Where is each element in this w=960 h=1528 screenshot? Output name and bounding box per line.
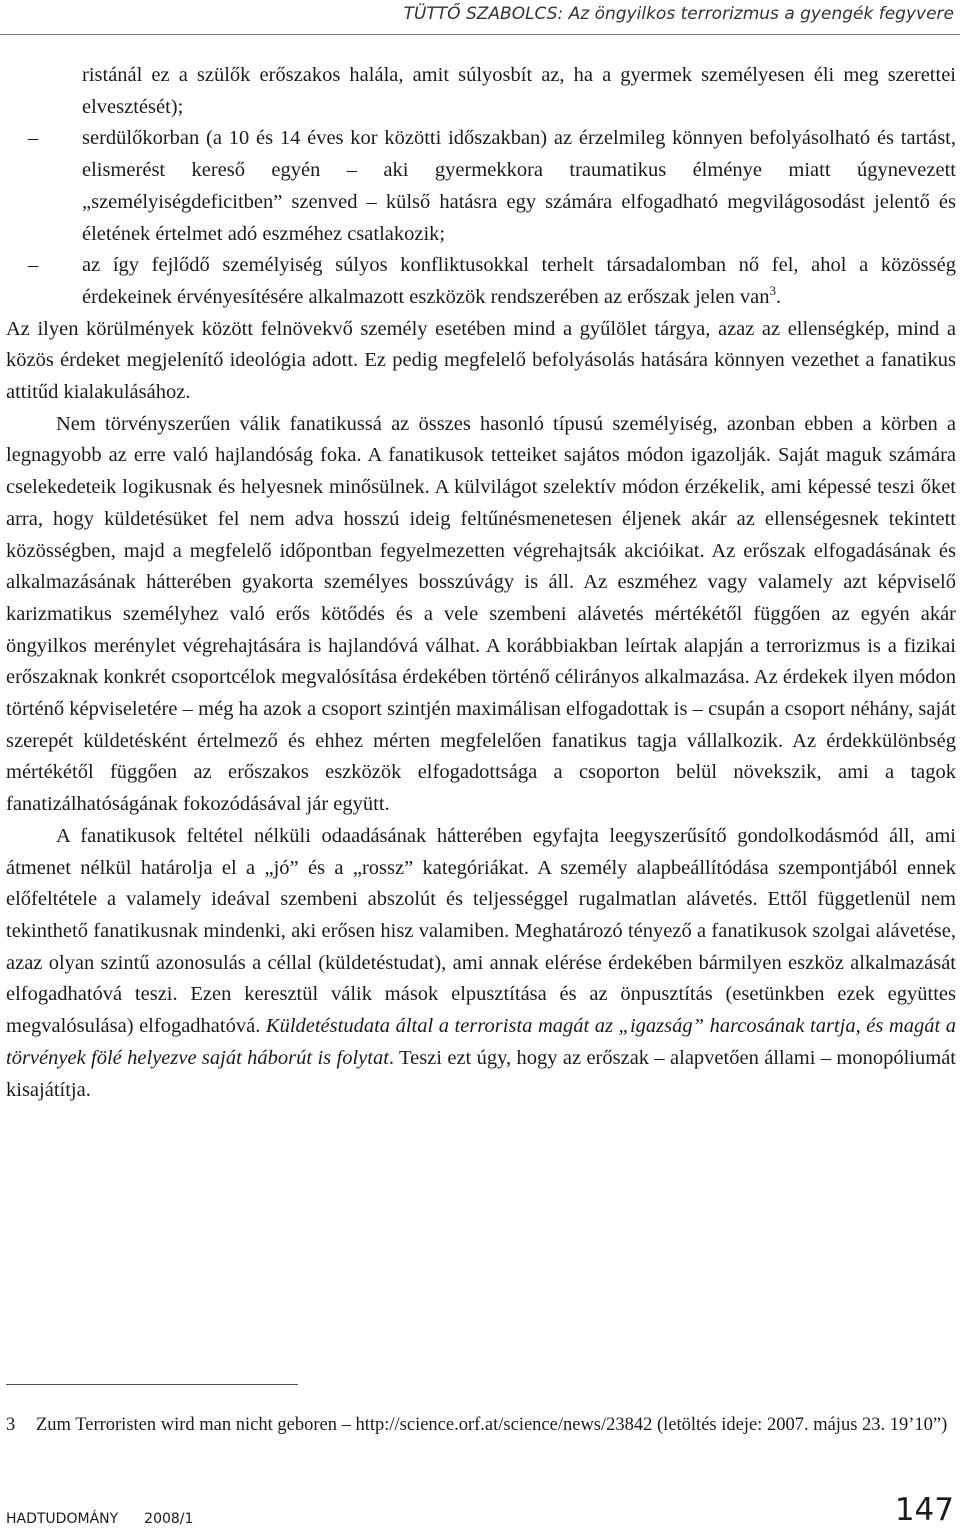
list-item-text: ristánál ez a szülők erőszakos halála, amit súlyosbít az, ha a gyermek személyesen éli meg szerettei elvesztését); xyxy=(82,64,956,118)
running-title: TÜTTŐ SZABOLCS: Az öngyilkos terrorizmus a gyengék fegyvere xyxy=(403,4,954,24)
footnote-rule xyxy=(6,1384,298,1385)
list-item xyxy=(6,60,956,123)
paragraph-text: A fanatikusok feltétel nélküli odaadásának hátterében egyfajta leegyszerűsítő gondolkodásmód áll, ami átmenet nélkül határolja el a „jó” és a „rossz” kategóriákat. A személy alapbeállítódása szempontjából ennek előfeltétele a valamely ideával szembeni abszolút és teljességgel rugalmatlan alávetés. Ettől függetlenül nem tekinthető fanatikusnak mindenki, aki erősen hisz valamiben. Meghatározó tényező a fanatikusok szolgai alávetése, azaz olyan szintű azonosulás a céllal (küldetéstudat), ami annak elérése érdekében bármilyen eszköz alkalmazását elfogadhatóvá teszi. Ezen keresztül válik mások elpusztítása és az önpusztítás (esetünkben ezek együttes megvalósulása) elfogadhatóvá. xyxy=(6,824,956,1038)
journal-footer xyxy=(6,1511,193,1527)
dash-marker: – xyxy=(28,254,39,277)
article-body xyxy=(6,60,956,1106)
paragraph xyxy=(6,821,956,1106)
paragraph: Az ilyen körülmények között felnövekvő személy esetében mind a gyűlölet tárgya, azaz az ellenségkép, mind a közös érdeket megjelenítő ideológia adott. Ez pedig megfelelő befolyásolás hatására könnyen vezethet a fanatikus attitűd kialakulásához. xyxy=(6,317,956,404)
list-item-trailing: . xyxy=(776,285,782,308)
page-number: 147 xyxy=(894,1492,954,1528)
journal-issue: 2008/1 xyxy=(144,1511,194,1527)
footnote-reference[interactable]: 3 xyxy=(769,283,777,299)
footnote-number: 3 xyxy=(6,1415,16,1435)
header-rule xyxy=(0,34,960,35)
list-item xyxy=(6,250,956,313)
footnote xyxy=(6,1412,956,1439)
paragraph: Nem törvényszerűen válik fanatikussá az összes hasonló típusú személyiség, azonban ebben a körben a legnagyobb az erre való hajlandóság foka. A fanatikusok tetteiket sajátos módon igazolják. Saját maguk számára cselekedeteik logikusnak és helyesnek minősülnek. A külvilágot szelektív módon érzékelik, ami képessé teszi őket arra, hogy küldetésüket fel nem adva hosszú ideig feltűnésmenetesen éljenek akár az ellenségesnek tekintett közösségben, majd a megfelelő időpontban fegyelmezetten végrehajtsák akcióikat. Az erőszak elfogadásának és alkalmazásának hátterében gyakorta személyes bosszúvágy is áll. Az eszméhez vagy valamely azt képviselő karizmatikus személyhez való erős kötődés és a vele szembeni alávetés mértékétől függően az egyén akár öngyilkos merénylet végrehajtására is hajlandóvá válhat. A korábbiakban leírtak alapján a terrorizmus is a fizikai erőszaknak konkrét csoportcélok megvalósítása érdekében történő célirányos alkalmazása. Az érdekek ilyen módon történő képviseletére – még ha azok a csoport szintjén maximálisan elfogadottak is – csupán a csoport néhány, saját szerepét küldetésként értelmező és ehhez mérten megfelelően fanatikus tagja vállalkozik. Az érdekkülönbség mértékétől függően az erőszakos eszközök elfogadottsága a csoporton belül növekszik, ami a tagok fanatizálhatóságának fokozódásával jár együtt. xyxy=(6,412,956,816)
journal-name: HADTUDOMÁNY xyxy=(6,1511,119,1527)
list-item-text: az így fejlődő személyiség súlyos konfliktusokkal terhelt társadalomban nő fel, ahol a közösség érdekeinek érvényesítésére alkalmazott eszközök rendszerében az erőszak jelen van xyxy=(82,254,956,308)
bullet-list xyxy=(6,60,956,314)
italic-emphasis: Küldetéstudata által a terrorista magát az „igazság” harcosának tartja, és magát a törvények fölé helyezve saját háborút is folytat xyxy=(6,1015,956,1069)
dash-marker: – xyxy=(28,127,39,150)
list-item-text: serdülőkorban (a 10 és 14 éves kor közötti időszakban) az érzelmileg könnyen befolyásolható és tartást, elismerést kereső egyén – aki gyermekkora traumatikus élménye miatt úgynevezett „személyiségdeficitben” szenved – külső hatásra egy számára elfogadható megvilágosodást jelentő és életének értelmet adó eszméhez csatlakozik; xyxy=(82,127,956,245)
footnote-text: Zum Terroristen wird man nicht geboren – http://science.orf.at/science/news/23842 (letöltés ideje: 2007. május 23. 19’10”) xyxy=(36,1415,948,1435)
list-item xyxy=(6,123,956,250)
paragraph-text: . Teszi ezt úgy, hogy az erőszak – alapvetően állami – monopóliumát kisajátítja. xyxy=(6,1046,956,1101)
